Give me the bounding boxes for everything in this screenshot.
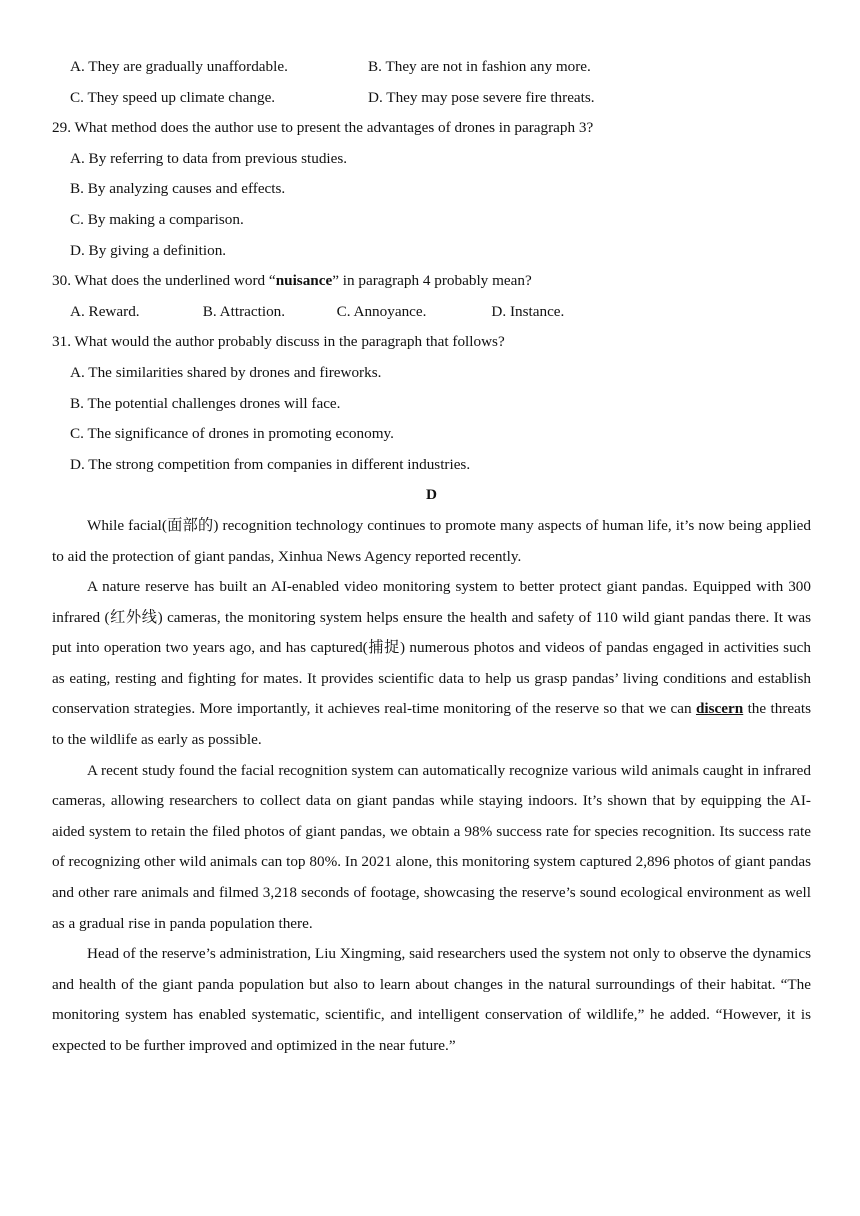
paragraph-2-text-after: the threats to the wildlife as early as possible. — [52, 700, 811, 749]
q28-options-row-1 — [52, 52, 811, 83]
passage-paragraph-3: A recent study found the facial recognition system can automatically recognize various wild animals caught in infrared cameras, allowing researchers to collect data on giant pandas while staying indoors. It’s shown that by equipping the AI-aided system to retain the filed photos of giant pandas, we obtain a 98% success rate for species recognition. Its success rate of recognizing other wild animals can top 80%. In 2021 alone, this monitoring system captured 2,896 photos of giant pandas and other rare animals and filmed 3,218 seconds of footage, showcasing the reserve’s sound ecological environment as well as a gradual rise in panda population there. — [52, 761, 811, 932]
q29-option-a: A. By referring to data from previous studies. — [70, 149, 348, 167]
q28-option-c: C. They speed up climate change. — [70, 88, 276, 106]
q30-question-prefix: 30. What does the underlined word “ — [52, 272, 276, 290]
q30-option-b: B. Attraction. — [202, 302, 286, 320]
passage-paragraph-1: While facial(面部的) recognition technology continues to promote many aspects of human life, it’s now being applied to aid the protection of giant pandas, Xinhua News Agency reported recently. — [52, 516, 811, 565]
q31-question: 31. What would the author probably discuss in the paragraph that follows? — [52, 333, 505, 351]
q31-option-b: B. The potential challenges drones will face. — [70, 394, 341, 412]
q30-option-d: D. Instance. — [491, 302, 565, 320]
q30-question — [52, 266, 811, 297]
q30-question-suffix: ” in paragraph 4 probably mean? — [332, 272, 532, 290]
q30-option-a: A. Reward. — [70, 302, 140, 320]
q28-option-a: A. They are gradually unaffordable. — [70, 58, 288, 75]
q31-option-c: C. The significance of drones in promoting economy. — [70, 425, 394, 443]
q29-question: 29. What method does the author use to present the advantages of drones in paragraph 3? — [52, 119, 594, 137]
passage-paragraph-4: Head of the reserve’s administration, Liu Xingming, said researchers used the system not only to observe the dynamics and health of the giant panda population but also to learn about changes in the natural surroundings of their habitat. “The monitoring system has enabled systematic, scientific, and intelligent conservation of wildlife,” he added. “However, it is expected to be further improved and optimized in the near future.” — [52, 945, 811, 1054]
q30-keyword: nuisance — [275, 272, 333, 290]
q30-options-row — [52, 297, 811, 328]
underlined-word-discern: discern — [695, 700, 744, 718]
paragraph-2-text-before: A nature reserve has built an AI-enabled video monitoring system to better protect giant pandas. Equipped with 300 infrared (红外线) cameras, the monitoring system helps ensure the health and safety of 110 wild giant pandas there. It was put into operation two years ago, and has captured(捕捉) numerous photos and videos of pandas engaged in activities such as eating, resting and fighting for mates. It provides scientific data to help us grasp pandas’ living conditions and establish conservation strategies. More importantly, it achieves real-time monitoring of the reserve so that we can — [52, 578, 811, 718]
exam-page — [52, 52, 811, 1062]
q28-option-b: B. They are not in fashion any more. — [368, 58, 591, 75]
passage-paragraph-2 — [52, 572, 811, 756]
q28-options-row-2 — [52, 83, 811, 114]
q31-option-d: D. The strong competition from companies in different industries. — [70, 455, 471, 473]
q29-option-b: B. By analyzing causes and effects. — [70, 180, 286, 198]
q28-option-d: D. They may pose severe fire threats. — [368, 88, 595, 106]
q29-option-c: C. By making a comparison. — [70, 210, 244, 228]
q29-option-d: D. By giving a definition. — [70, 241, 227, 259]
section-title: D — [426, 486, 437, 504]
q31-option-a: A. The similarities shared by drones and fireworks. — [70, 363, 382, 381]
q30-option-c: C. Annoyance. — [336, 302, 427, 320]
